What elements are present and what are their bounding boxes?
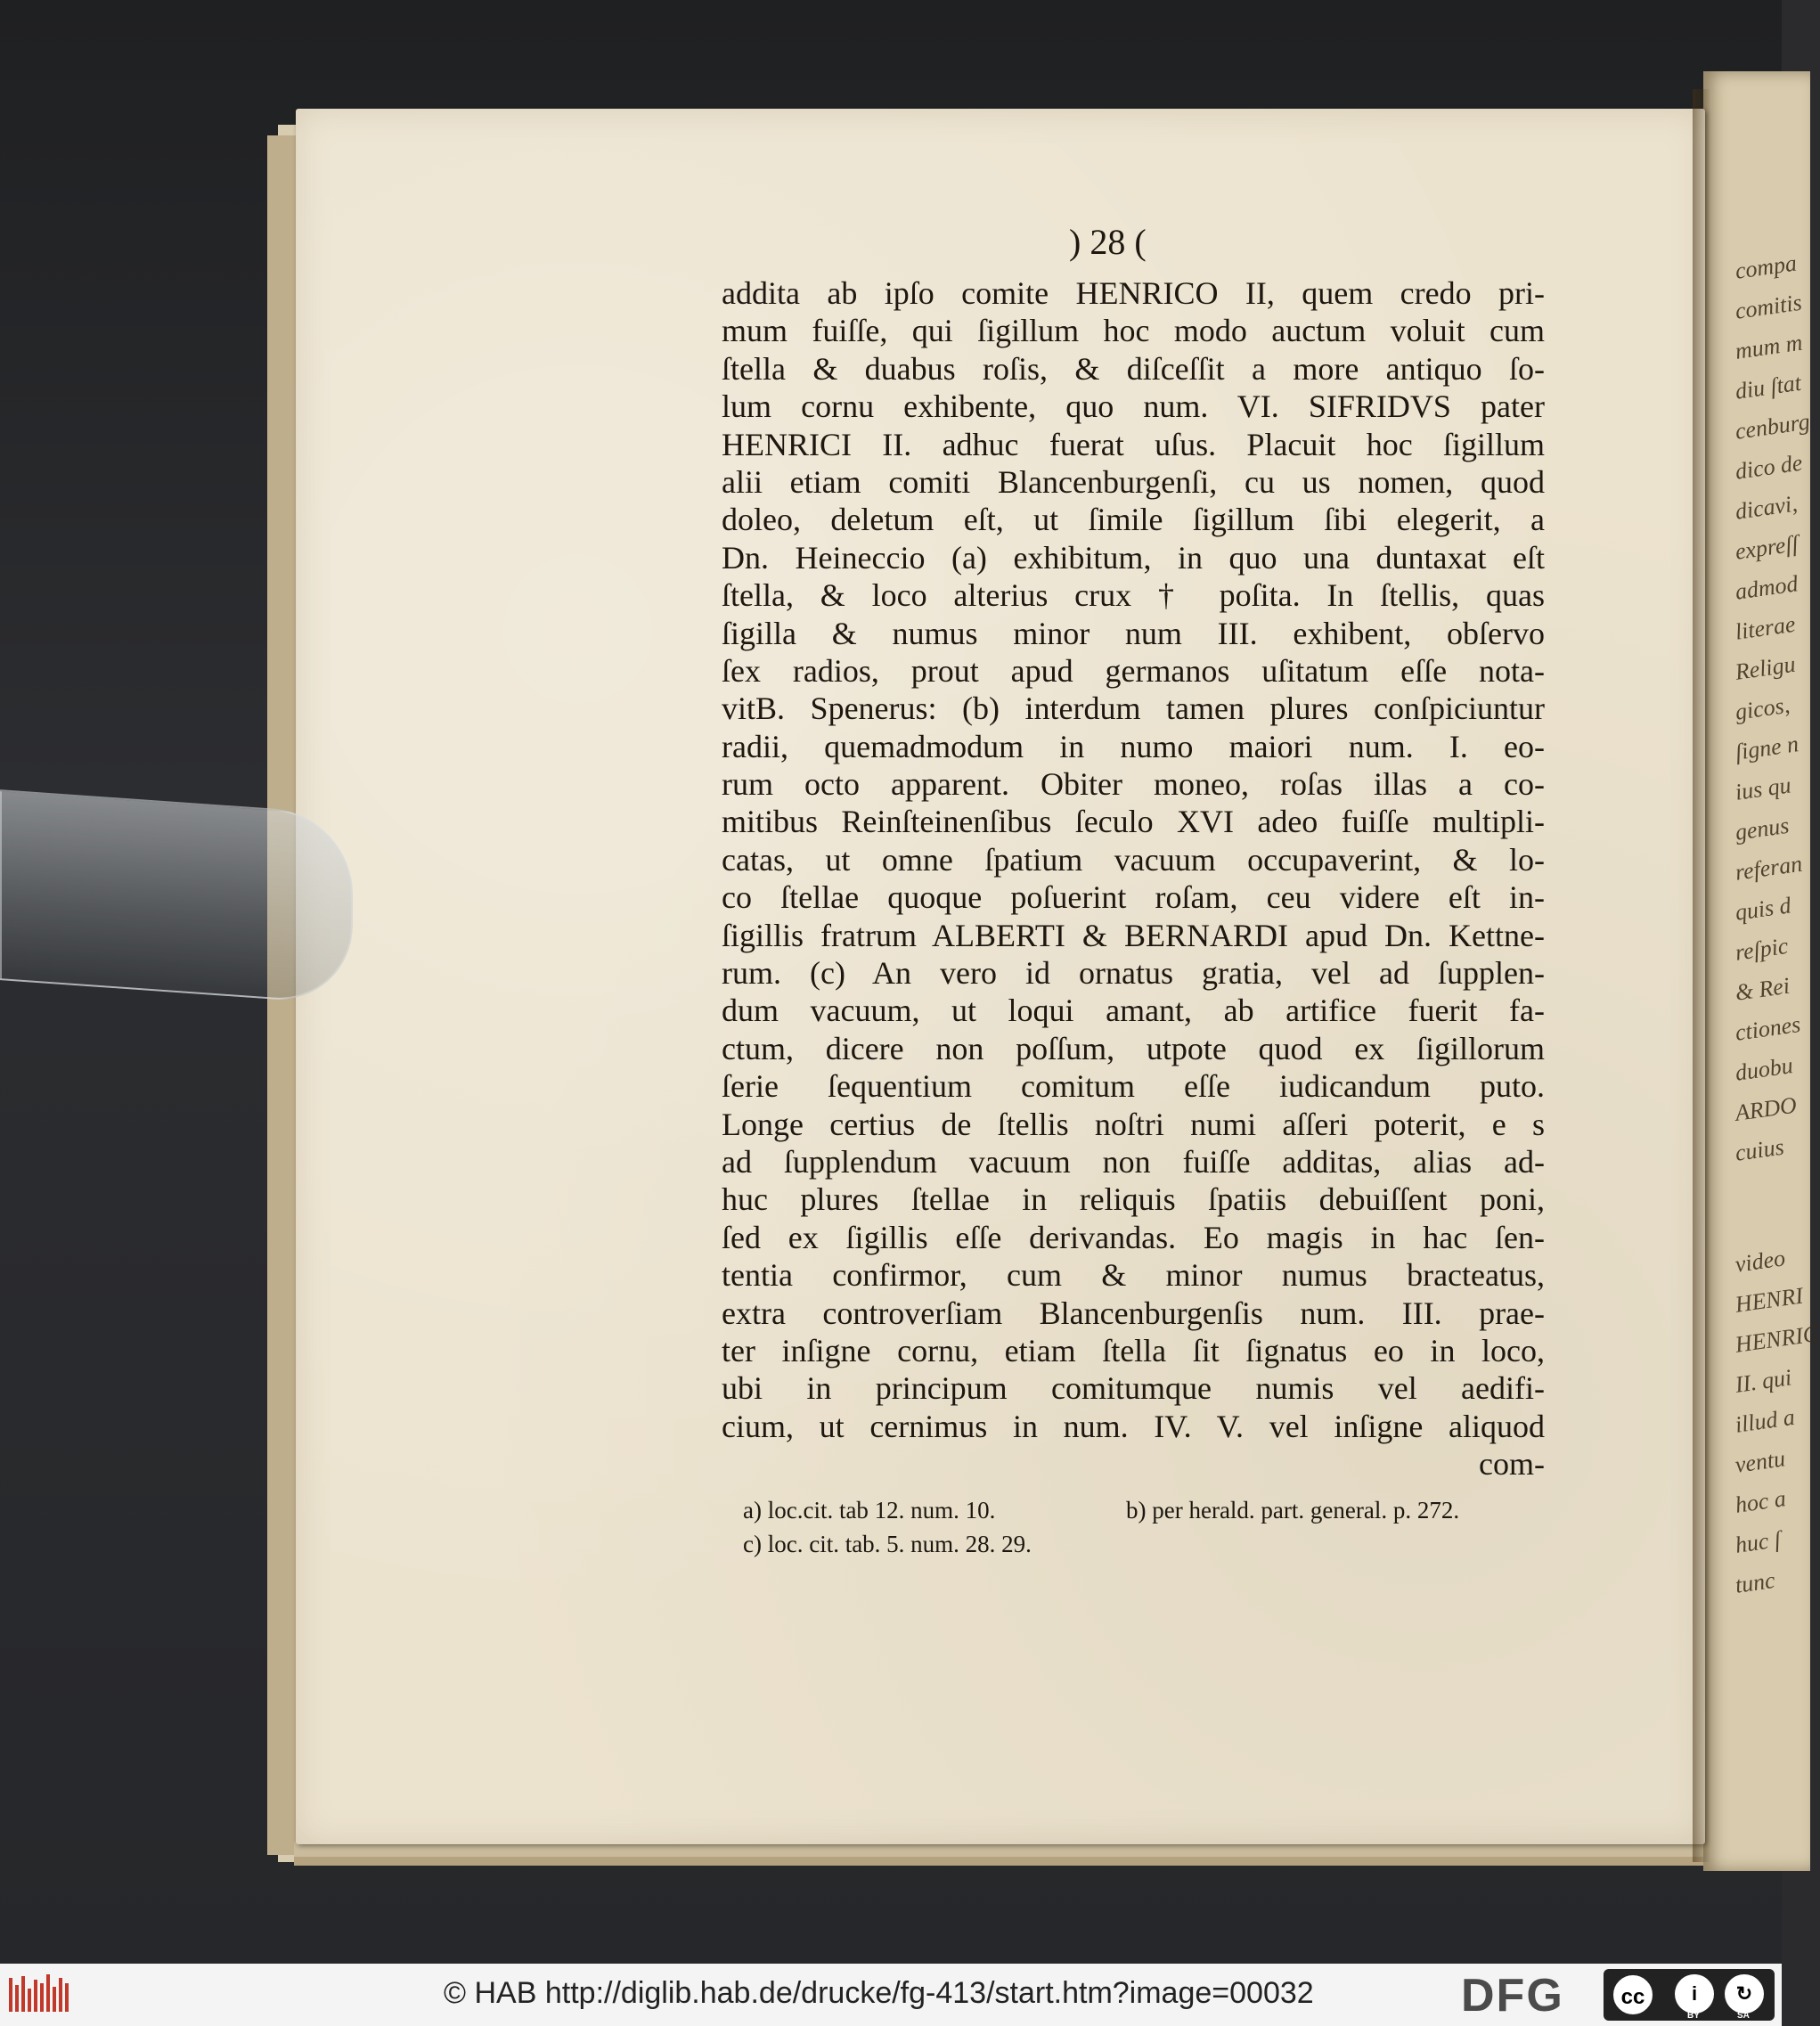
- text-line: co ſtellae quoque poſuerint roſam, ceu videre eſt in-: [722, 879, 1545, 916]
- by-attribution-icon: i: [1675, 1974, 1714, 2014]
- text-line: extra controverſiam Blancenburgenſis num. III. prae-: [722, 1295, 1545, 1331]
- facing-page-fragment: admod: [1733, 570, 1800, 605]
- facing-page-fragment: comitis: [1733, 289, 1804, 324]
- facing-page-fragment: II. qui: [1733, 1364, 1793, 1398]
- facing-page-fragment: diu ſtat: [1733, 369, 1803, 404]
- text-line: lum cornu exhibente, quo num. VI. SIFRIDVS pater: [722, 388, 1545, 425]
- text-line: doleo, deletum eſt, ut ſimile ſigillum ſibi elegerit, a: [722, 502, 1545, 538]
- text-line: addita ab ipſo comite HENRICO II, quem credo pri-: [722, 275, 1545, 311]
- facing-page-fragment: huc ſ: [1733, 1526, 1783, 1558]
- facing-page-fragment: duobu: [1733, 1052, 1795, 1086]
- facing-page-fragment: gicos,: [1733, 691, 1791, 725]
- footnotes: [743, 1493, 1545, 1561]
- text-line: Longe certius de ſtellis noſtri numi aſſeri poterit, e s: [722, 1106, 1545, 1142]
- facing-page-fragment: dico de: [1733, 449, 1805, 485]
- facing-page-fragment: ſigne n: [1733, 731, 1800, 765]
- facing-page-fragment: ARDO: [1733, 1091, 1799, 1126]
- facing-page-fragment: Religu: [1733, 650, 1798, 685]
- facing-page-fragment: ctiones: [1733, 1010, 1802, 1046]
- footnote-c: c) loc. cit. tab. 5. num. 28. 29.: [743, 1531, 1032, 1557]
- footnote-b: b) per herald. part. general. p. 272.: [1126, 1497, 1460, 1524]
- text-line: tentia confirmor, cum & minor numus bracteatus,: [722, 1257, 1545, 1294]
- text-line: ctum, dicere non poſſum, utpote quod ex ſigillorum: [722, 1030, 1545, 1066]
- facing-page-fragment: referan: [1733, 850, 1804, 886]
- page-number: ) 28 (: [1069, 222, 1147, 262]
- text-line: ſtella, & loco alterius crux † poſita. In ſtellis, quas: [722, 577, 1545, 614]
- text-line: ad ſupplendum vacuum non fuiſſe additas, alias ad-: [722, 1143, 1545, 1180]
- copyright-link[interactable]: © HAB http://diglib.hab.de/drucke/fg-413/start.htm?image=00032: [444, 1976, 1314, 2010]
- dfg-logo: DFG: [1461, 1970, 1564, 2022]
- text-line: Dn. Heineccio (a) exhibitum, in quo una duntaxat eſt: [722, 539, 1545, 576]
- facing-page-fragment: mum m: [1733, 329, 1805, 364]
- hab-logo-icon: [7, 1973, 75, 2017]
- text-line: ſed ex ſigillis eſſe derivandas. Eo magis in hac ſen-: [722, 1219, 1545, 1255]
- text-line: ter inſigne cornu, etiam ſtella ſit ſignatus eo in loco,: [722, 1332, 1545, 1368]
- text-line: vitB. Spenerus: (b) interdum tamen plures conſpiciuntur: [722, 690, 1545, 727]
- cc-icon: cc: [1611, 1973, 1655, 2017]
- facing-page-fragment: tunc: [1733, 1566, 1777, 1598]
- facing-page-fragment: ventu: [1733, 1445, 1787, 1478]
- catchword: com-: [1479, 1446, 1545, 1483]
- cc-license-badge[interactable]: [1604, 1969, 1775, 2021]
- text-line: ſigillis fratrum ALBERTI & BERNARDI apud Dn. Kettne-: [722, 917, 1545, 953]
- text-line: mitibus Reinſteinenſibus ſeculo XVI adeo fuiſſe multipli-: [722, 804, 1545, 840]
- sharealike-icon: ↻: [1725, 1974, 1764, 2014]
- facing-page-fragment: literae: [1733, 610, 1798, 645]
- page-body-text: [722, 274, 1545, 1483]
- text-line: ubi in principum comitumque numis vel aedifi-: [722, 1370, 1545, 1407]
- facing-page-fragment: cuius: [1733, 1133, 1786, 1166]
- glass-clamp: [0, 789, 353, 1005]
- text-line: cium, ut cernimus in num. IV. V. vel inſigne aliquod: [722, 1408, 1545, 1444]
- text-line: rum. (c) An vero id ornatus gratia, vel ad ſupplen-: [722, 955, 1545, 992]
- text-line: dum vacuum, ut loqui amant, ab artifice fuerit fa-: [722, 993, 1545, 1029]
- text-line: ſerie ſequentium comitum eſſe iudicandum puto.: [722, 1068, 1545, 1105]
- facing-page-fragment: cenburg: [1733, 408, 1812, 445]
- cc-sa-label: SA: [1737, 2011, 1750, 2021]
- viewer-footer: [0, 1964, 1782, 2026]
- page-stack-edge: [294, 1857, 1719, 1866]
- text-line: mum fuiſſe, qui ſigillum hoc modo auctum voluit cum: [722, 313, 1545, 349]
- facing-page-fragment: compa: [1733, 249, 1799, 284]
- facing-page-fragment: illud a: [1733, 1403, 1797, 1438]
- text-line: HENRICI II. adhuc fuerat uſus. Placuit hoc ſigillum: [722, 426, 1545, 462]
- text-line: ſtella & duabus roſis, & diſceſſit a more antiquo ſo-: [722, 350, 1545, 387]
- text-line: ſex radios, prout apud germanos uſitatum eſſe nota-: [722, 652, 1545, 689]
- facing-page-fragment: quis d: [1733, 892, 1793, 926]
- text-line: catas, ut omne ſpatium vacuum occupaverint, & lo-: [722, 841, 1545, 878]
- facing-page-fragment: & Rei: [1733, 972, 1791, 1006]
- text-line: radii, quemadmodum in numo maiori num. I. eo-: [722, 728, 1545, 764]
- facing-page-fragment: genus: [1733, 812, 1791, 846]
- page-gutter-shadow: [1693, 89, 1710, 1862]
- facing-page-fragment: expreſſ: [1733, 530, 1800, 565]
- facing-page-fragment: HENRIC: [1733, 1320, 1820, 1358]
- text-line: rum octo apparent. Obiter moneo, roſas illas a co-: [722, 766, 1545, 803]
- facing-page-fragment: dicavi,: [1733, 490, 1800, 525]
- facing-page-fragment: ius qu: [1733, 772, 1793, 805]
- facing-page-fragment: HENRI: [1733, 1282, 1805, 1318]
- facing-page-fragment: hoc a: [1733, 1485, 1788, 1518]
- facing-page-fragment: video: [1733, 1245, 1787, 1278]
- footnote-a: a) loc.cit. tab 12. num. 10.: [743, 1497, 996, 1524]
- text-line: alii etiam comiti Blancenburgenſi, cu us nomen, quod: [722, 463, 1545, 500]
- text-line: ſigilla & numus minor num III. exhibent, obſervo: [722, 615, 1545, 651]
- cc-by-label: BY: [1687, 2011, 1700, 2021]
- facing-page-fragment: reſpic: [1733, 932, 1791, 966]
- text-line: huc plures ſtellae in reliquis ſpatiis debuiſſent poni,: [722, 1181, 1545, 1218]
